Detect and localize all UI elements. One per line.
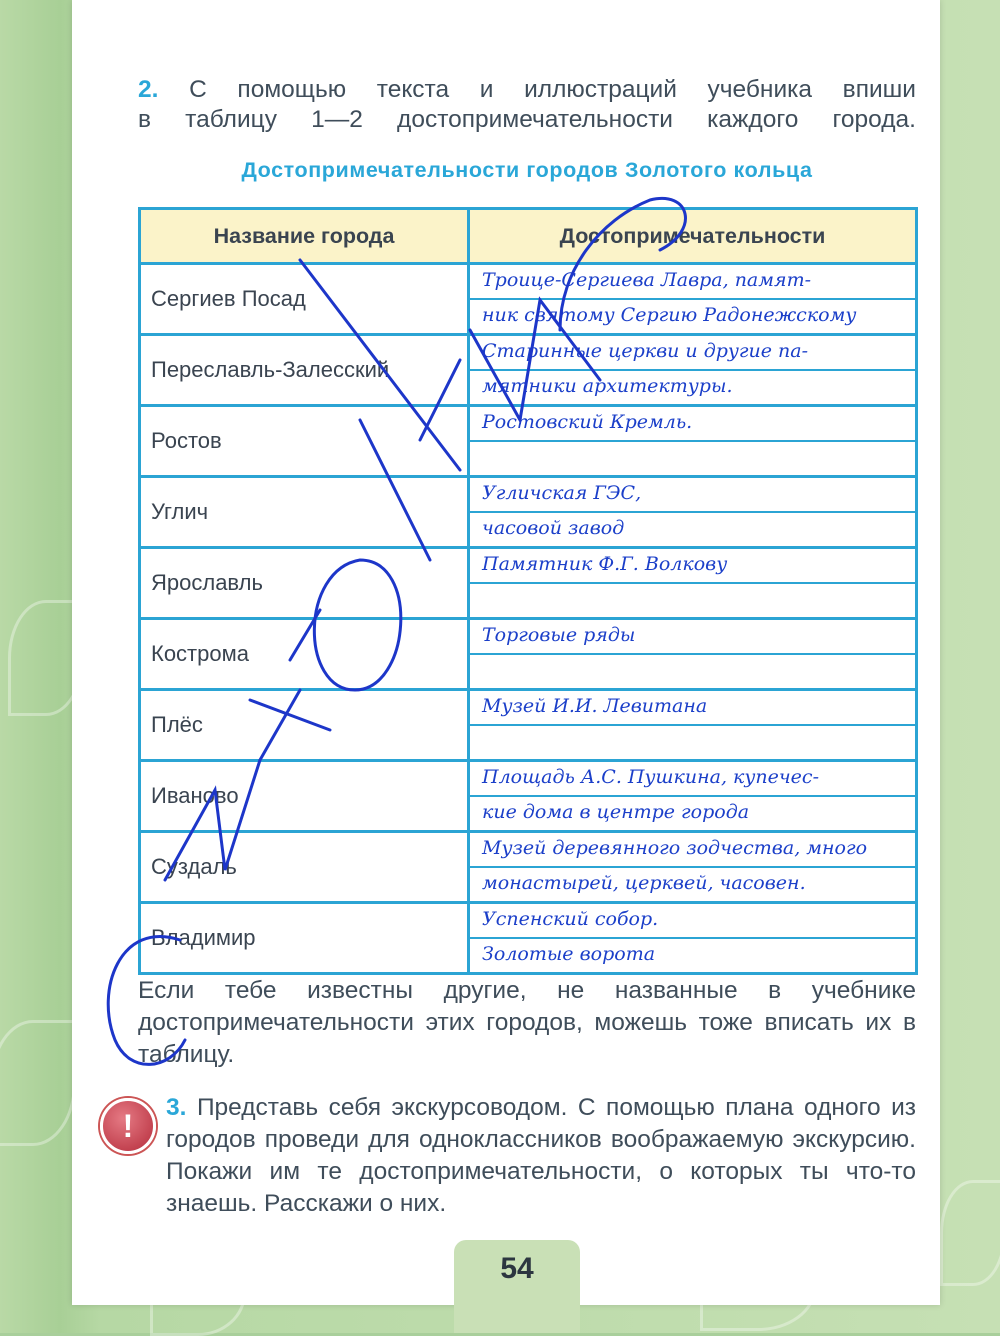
city-name: Кострома	[140, 619, 469, 690]
handwritten-answer: монастырей, церквей, часовен.	[482, 872, 806, 894]
sights-cell[interactable]	[469, 406, 917, 477]
handwritten-answer: Музей деревянного зодчества, много	[470, 833, 915, 868]
task-3	[166, 1092, 916, 1220]
sights-cell[interactable]	[469, 619, 917, 690]
table-row	[140, 335, 917, 406]
table-row	[140, 690, 917, 761]
city-name: Владимир	[140, 903, 469, 974]
city-name: Суздаль	[140, 832, 469, 903]
header-sights: Достопримечательности	[469, 209, 917, 264]
attention-icon: !	[100, 1098, 156, 1154]
header-city: Название города	[140, 209, 469, 264]
city-name: Плёс	[140, 690, 469, 761]
table-row	[140, 477, 917, 548]
table-row	[140, 548, 917, 619]
task-2-text-2: в таблицу 1—2 достопримечательности каждого города.	[138, 106, 916, 133]
city-name: Углич	[140, 477, 469, 548]
handwritten-answer: Троице-Сергиева Лавра, памят-	[470, 265, 915, 300]
handwritten-answer: мятники архитектуры.	[482, 375, 733, 397]
handwritten-answer: Площадь А.С. Пушкина, купечес-	[470, 762, 915, 797]
handwritten-answer	[470, 584, 915, 617]
handwritten-answer	[470, 726, 915, 759]
task-3-text: Представь себя экскурсоводом. С помощью плана одного из городов проведи для одноклассников воображаемую экскурсию. Покажи им те достопримечательности, о которых ты что-то знаешь. Расскажи о них.	[166, 1094, 916, 1217]
handwritten-answer: Ростовский Кремль.	[470, 407, 915, 442]
sights-cell[interactable]	[469, 264, 917, 335]
handwritten-answer: Старинные церкви и другие па-	[470, 336, 915, 371]
handwritten-answer: часовой завод	[482, 517, 625, 539]
sights-cell[interactable]	[469, 761, 917, 832]
city-name: Ростов	[140, 406, 469, 477]
task-2-number: 2.	[138, 76, 159, 103]
leaf-decoration	[940, 1180, 1000, 1286]
sights-cell[interactable]	[469, 690, 917, 761]
sights-cell[interactable]	[469, 832, 917, 903]
handwritten-answer: кие дома в центре города	[482, 801, 750, 823]
sights-cell[interactable]	[469, 335, 917, 406]
handwritten-answer: ник святому Сергию Радонежскому	[482, 304, 857, 326]
table-row	[140, 264, 917, 335]
table-row	[140, 406, 917, 477]
handwritten-answer: Торговые ряды	[470, 620, 915, 655]
handwritten-answer	[470, 442, 915, 475]
table-row	[140, 619, 917, 690]
handwritten-answer: Успенский собор.	[470, 904, 915, 939]
sights-table	[138, 207, 918, 975]
task-2-line-1	[138, 74, 916, 106]
handwritten-answer: Золотые ворота	[482, 943, 656, 965]
sights-cell[interactable]	[469, 903, 917, 974]
table-row	[140, 903, 917, 974]
task-2-line-2	[138, 104, 916, 136]
sights-cell[interactable]	[469, 477, 917, 548]
note-text: Если тебе известны другие, не названные в учебнике достопримечательности этих городов, можешь тоже вписать их в таблицу.	[138, 977, 916, 1068]
table-header-row	[140, 209, 917, 264]
table-row	[140, 832, 917, 903]
table-title: Достопримечательности городов Золотого кольца	[241, 158, 813, 182]
handwritten-answer	[470, 655, 915, 688]
handwritten-answer: Памятник Ф.Г. Волкову	[470, 549, 915, 584]
city-name: Переславль-Залесский	[140, 335, 469, 406]
city-name: Ярославль	[140, 548, 469, 619]
sights-cell[interactable]	[469, 548, 917, 619]
task-2-text-1: С помощью текста и иллюстраций учебника впиши	[189, 76, 916, 103]
handwritten-answer: Угличская ГЭС,	[470, 478, 915, 513]
city-name: Иваново	[140, 761, 469, 832]
page-number: 54	[500, 1252, 534, 1285]
task-3-number: 3.	[166, 1094, 187, 1121]
table-row	[140, 761, 917, 832]
handwritten-answer: Музей И.И. Левитана	[470, 691, 915, 726]
city-name: Сергиев Посад	[140, 264, 469, 335]
